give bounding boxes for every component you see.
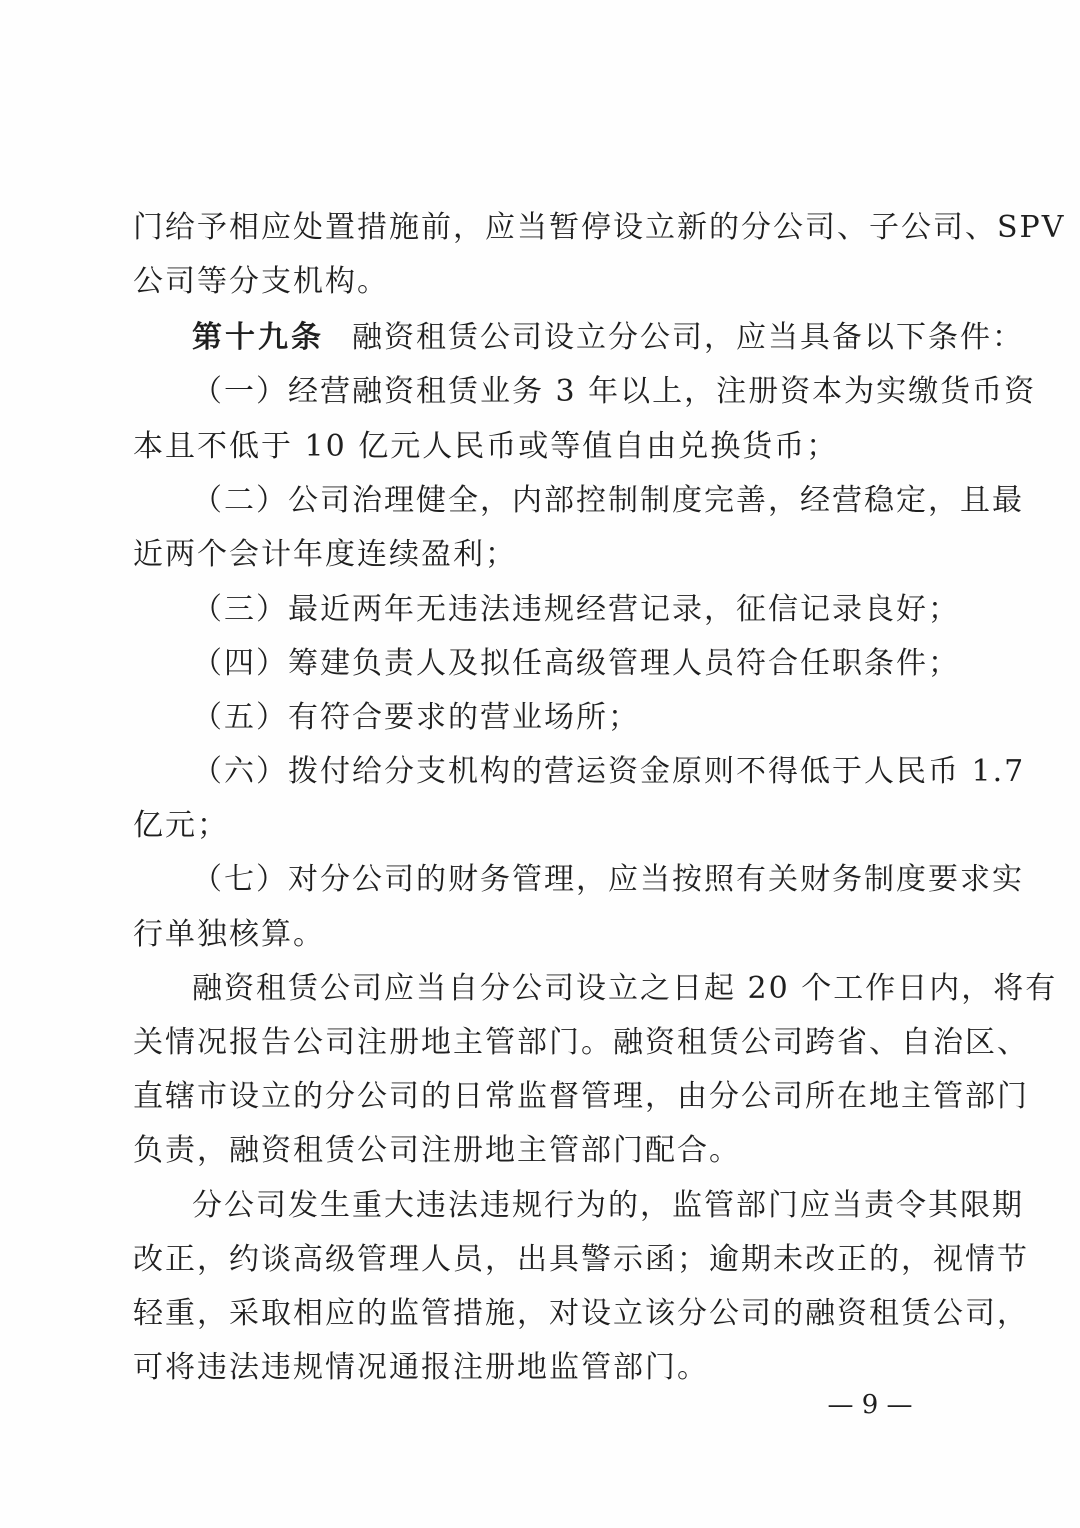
text-line-2: 公司等分支机构。 bbox=[133, 264, 389, 299]
text-line-21: 轻重，采取相应的监管措施，对设立该分公司的融资租赁公司， bbox=[133, 1296, 1029, 1331]
text-line-10: （五）有符合要求的营业场所； bbox=[192, 700, 640, 735]
article-heading-line bbox=[192, 318, 1024, 358]
text-line-11: （六）拨付给分支机构的营运资金原则不得低于人民币 1.7 bbox=[192, 754, 1026, 789]
article-label: 第十九条 bbox=[192, 320, 324, 355]
text-line-17: 直辖市设立的分公司的日常监督管理，由分公司所在地主管部门 bbox=[133, 1079, 1029, 1114]
text-line-1: 门给予相应处置措施前，应当暂停设立新的分公司、子公司、SPV bbox=[133, 210, 1066, 245]
text-line-20: 改正，约谈高级管理人员，出具警示函；逾期未改正的，视情节 bbox=[133, 1242, 1029, 1277]
text-line-4: （一）经营融资租赁业务 3 年以上，注册资本为实缴货币资 bbox=[192, 374, 1037, 409]
article-text: 融资租赁公司设立分公司，应当具备以下条件： bbox=[352, 320, 1024, 355]
text-line-15: 融资租赁公司应当自分公司设立之日起 20 个工作日内，将有 bbox=[192, 971, 1058, 1006]
text-line-16: 关情况报告公司注册地主管部门。融资租赁公司跨省、自治区、 bbox=[133, 1025, 1029, 1060]
text-line-12: 亿元； bbox=[133, 808, 229, 843]
text-line-9: （四）筹建负责人及拟任高级管理人员符合任职条件； bbox=[192, 646, 960, 681]
text-line-13: （七）对分公司的财务管理，应当按照有关财务制度要求实 bbox=[192, 862, 1024, 897]
text-line-8: （三）最近两年无违法违规经营记录，征信记录良好； bbox=[192, 592, 960, 627]
text-line-7: 近两个会计年度连续盈利； bbox=[133, 537, 517, 572]
text-line-6: （二）公司治理健全，内部控制制度完善，经营稳定，且最 bbox=[192, 483, 1024, 518]
text-line-5: 本且不低于 10 亿元人民币或等值自由兑换货币； bbox=[133, 429, 839, 464]
text-line-22: 可将违法违规情况通报注册地监管部门。 bbox=[133, 1350, 709, 1385]
page-number: — 9 — bbox=[827, 1390, 913, 1420]
text-line-19: 分公司发生重大违法违规行为的，监管部门应当责令其限期 bbox=[192, 1188, 1024, 1223]
text-line-18: 负责，融资租赁公司注册地主管部门配合。 bbox=[133, 1133, 741, 1168]
text-line-14: 行单独核算。 bbox=[133, 917, 325, 952]
